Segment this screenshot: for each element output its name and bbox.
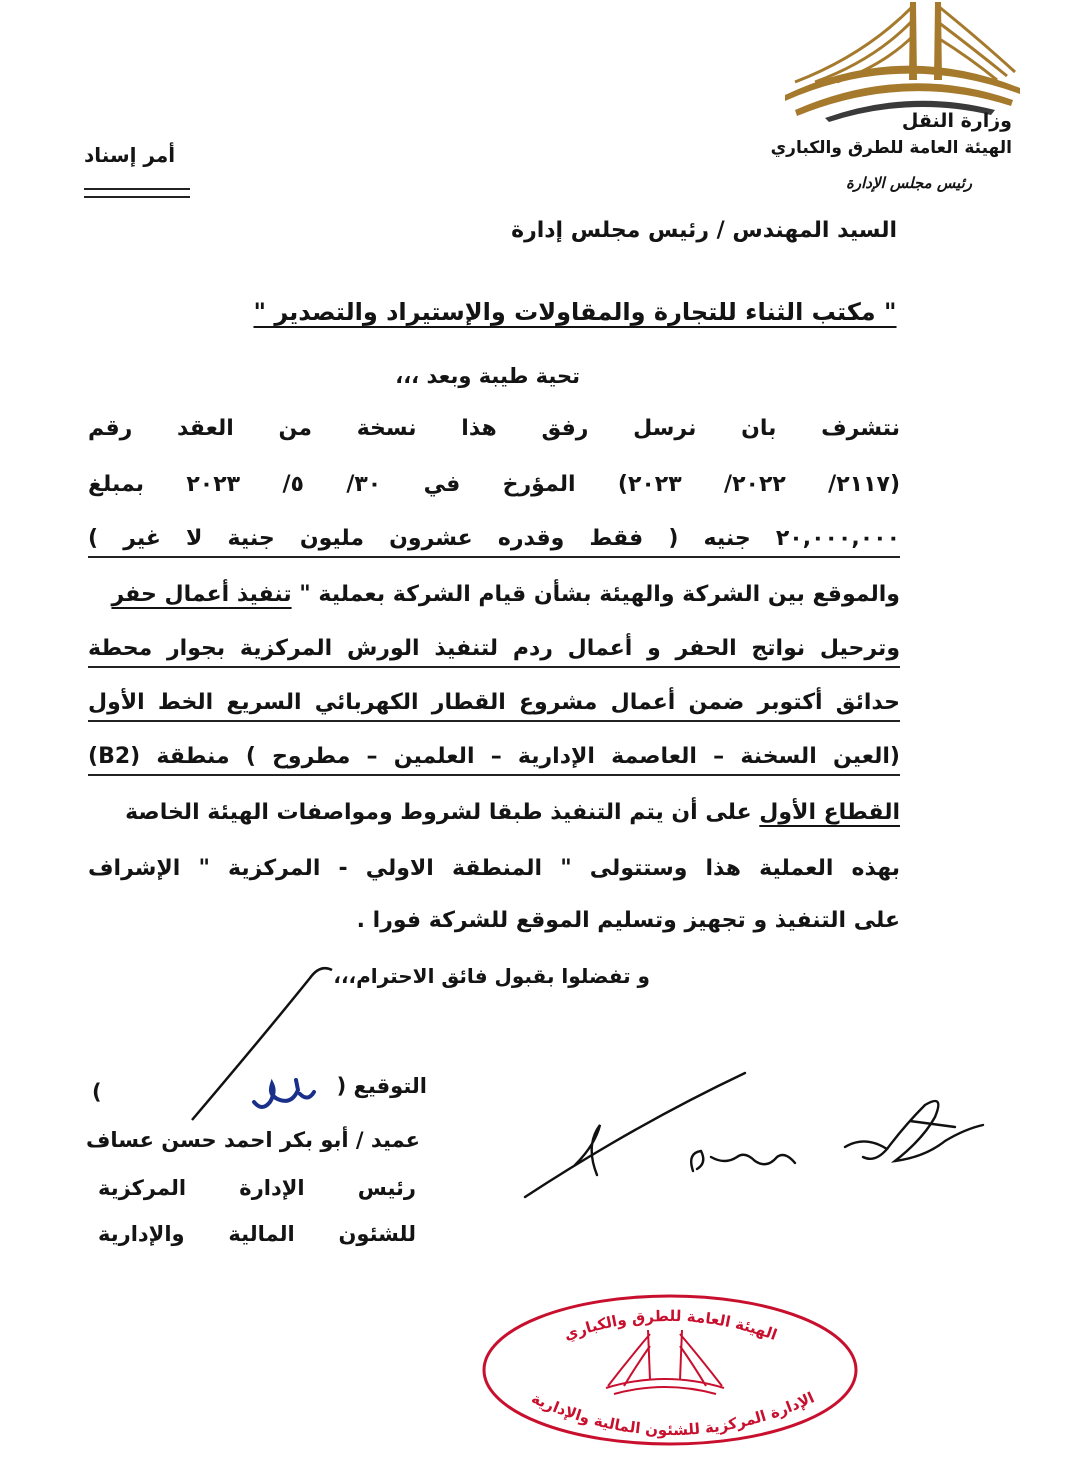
company-name xyxy=(0,298,1080,326)
chair-title: رئيس مجلس الإدارة xyxy=(846,174,972,192)
body-line-5: وترحيل نواتج الحفر و أعمال ردم لتنفيذ الورش المركزية بجوار محطة xyxy=(88,632,900,668)
closing: و تفضلوا بقبول فائق الاحترام،،، xyxy=(333,964,650,988)
body-line-9: بهذه العملية هذا وستتولى " المنطقة الاولي - المركزية " الإشراف xyxy=(88,856,900,881)
greeting: تحية طيبة وبعد ،،، xyxy=(395,364,580,388)
signature-close-paren: ) xyxy=(92,1080,102,1104)
order-label-underline xyxy=(84,188,190,198)
svg-text:الهيئة العامة للطرق والكباري xyxy=(562,1307,780,1345)
body-line-4 xyxy=(88,578,900,612)
stamp-top-text: الهيئة العامة للطرق والكباري xyxy=(561,1306,780,1344)
official-stamp xyxy=(478,1290,863,1450)
body-line-8-underlined: القطاع الأول xyxy=(759,800,900,825)
addressee: السيد المهندس / رئيس مجلس إدارة xyxy=(511,218,897,243)
body-line-2: (٢١١٧/ ٢٠٢٢/ ٢٠٢٣) المؤرخ في ٣٠/ ٥/ ٢٠٢٣ بمبلغ xyxy=(88,472,901,497)
order-label: أمر إسناد xyxy=(84,143,176,167)
signatory-title-line1: رئيس الإدارة المركزية xyxy=(98,1176,416,1200)
signatory-name: عميد / أبو بكر احمد حسن عساف xyxy=(85,1128,420,1152)
body-line-3: ٢٠,٠٠٠,٠٠٠ جنيه ( فقط وقدره عشرون مليون جنية لا غير ) xyxy=(88,522,900,558)
body-line-4-underlined: تنفيذ أعمال حفر xyxy=(111,582,292,607)
ministry-name: وزارة النقل xyxy=(901,110,1012,132)
signature-label: التوقيع ( xyxy=(336,1074,427,1098)
handwritten-signatures xyxy=(515,1065,985,1205)
body-line-8 xyxy=(88,796,900,830)
authority-name: الهيئة العامة للطرق والكباري xyxy=(770,138,1012,158)
body-line-10: على التنفيذ و تجهيز وتسليم الموقع للشركة فورا . xyxy=(356,908,900,933)
body-line-6: حدائق أكتوبر ضمن أعمال مشروع القطار الكهربائي السريع الخط الأول xyxy=(88,686,900,722)
body-line-4-text: والموقع بين الشركة والهيئة بشأن قيام الشركة بعملية " xyxy=(299,582,900,607)
stamp-bottom-text: الإدارة المركزية للشئون المالية والإدارية xyxy=(528,1388,818,1440)
company-name-text: " مكتب الثناء للتجارة والمقاولات والإستيراد والتصدير " xyxy=(253,298,897,326)
body-line-7: (العين السخنة – العاصمة الإدارية – العلمين – مطروح ) منطقة (B2) xyxy=(88,740,900,776)
blue-initials xyxy=(248,1072,318,1122)
signatory-title-line2: للشئون المالية والإدارية xyxy=(98,1222,416,1246)
body-line-8-text: على أن يتم التنفيذ طبقا لشروط ومواصفات الهيئة الخاصة xyxy=(125,800,752,825)
body-line-1: نتشرف بان نرسل رفق هذا نسخة من العقد رقم xyxy=(88,416,900,441)
